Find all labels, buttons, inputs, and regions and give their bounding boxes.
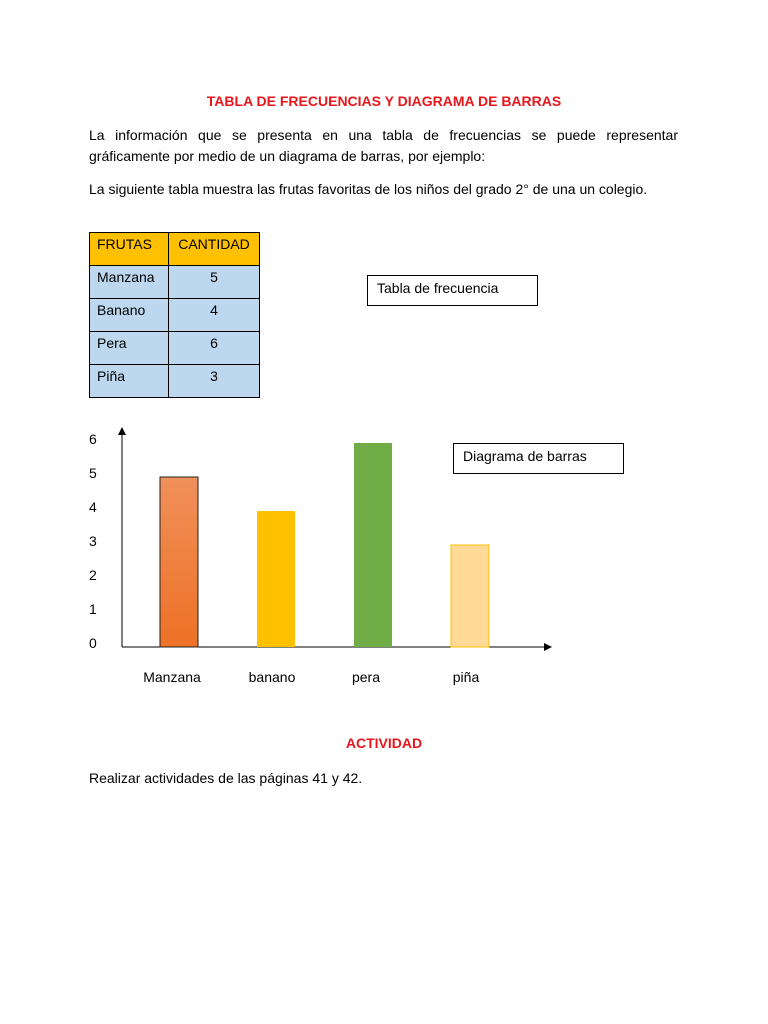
bar-banano	[257, 511, 295, 647]
y-tick-label: 1	[89, 601, 97, 617]
document-title: TABLA DE FRECUENCIAS Y DIAGRAMA DE BARRAS	[206, 93, 562, 109]
table-header-cantidad: CANTIDAD	[169, 233, 260, 266]
table-cell-fruit: Piña	[90, 365, 169, 398]
table-cell-fruit: Manzana	[90, 266, 169, 299]
table-cell-count: 4	[169, 299, 260, 332]
y-tick-label: 0	[89, 635, 97, 651]
bar-manzana	[160, 477, 198, 647]
bar-pera	[354, 443, 392, 647]
x-tick-label: piña	[452, 669, 480, 685]
table-cell-count: 6	[169, 332, 260, 365]
y-tick-label: 2	[89, 567, 97, 583]
y-tick-label: 6	[89, 431, 97, 447]
x-tick-label: Manzana	[143, 669, 201, 685]
context-paragraph: La siguiente tabla muestra las frutas favoritas de los niños del grado 2° de una un colegio.	[89, 181, 648, 197]
table-cell-count: 5	[169, 266, 260, 299]
intro-paragraph: La información que se presenta en una tabla de frecuencias se puede representar gráficamente por medio de un diagrama de barras, por ejemplo:	[89, 127, 678, 164]
table-header-frutas: FRUTAS	[90, 233, 169, 266]
y-tick-label: 3	[89, 533, 97, 549]
chart-caption-box: Diagrama de barras	[453, 443, 624, 474]
table-cell-count: 3	[169, 365, 260, 398]
table-cell-fruit: Banano	[90, 299, 169, 332]
activity-heading: ACTIVIDAD	[345, 735, 423, 751]
table-cell-fruit: Pera	[90, 332, 169, 365]
bar-piña	[451, 545, 489, 647]
y-tick-label: 4	[89, 499, 97, 515]
table-caption-box: Tabla de frecuencia	[367, 275, 538, 306]
activity-text: Realizar actividades de las páginas 41 y 42.	[89, 770, 363, 786]
x-tick-label: pera	[351, 669, 381, 685]
x-tick-label: banano	[248, 669, 296, 685]
y-tick-label: 5	[89, 465, 97, 481]
